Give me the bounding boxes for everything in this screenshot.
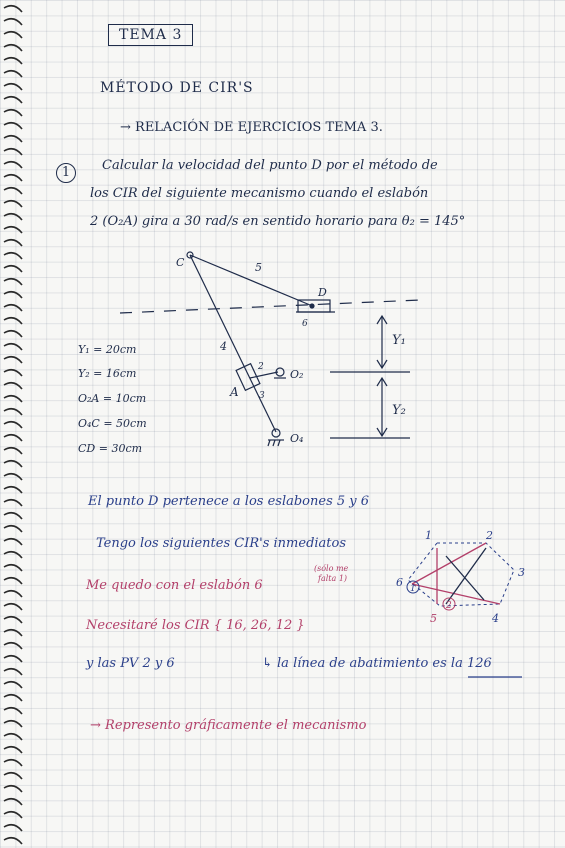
label-4: 4 [220,340,227,353]
statement-line-3: 2 (O₂A) gira a 30 rad/s en sentido horario para θ₂ = 145° [90,214,466,229]
label-2: 2 [258,362,264,372]
data-y1: Y₁ = 20cm [78,343,137,356]
label-y1: Y₁ [392,333,406,348]
note-5: y las PV 2 y 6 [86,656,175,671]
data-y2: Y₂ = 16cm [78,367,137,380]
subheading: → RELACIÓN DE EJERCICIOS TEMA 3. [120,120,383,135]
label-o4: O₄ [290,432,304,445]
label-y2: Y₂ [392,403,406,418]
polygon-label-1: 1 [425,529,432,542]
label-3: 3 [259,391,265,401]
polygon-label-2: 2 [486,529,493,542]
polygon-circled-1: 1 [410,584,416,594]
polygon-circled-2: 2 [446,601,452,611]
note-6: ↳ la línea de abatimiento es la 126 [262,656,492,671]
polygon-label-4: 4 [492,612,499,625]
aside-note-2: falta 1) [318,574,348,583]
note-2: Tengo los siguientes CIR's inmediatos [96,536,347,551]
heading: MÉTODO DE CIR'S [100,80,254,96]
label-a: A [230,385,239,399]
statement-line-2: los CIR del siguiente mecanismo cuando el eslabón [90,186,429,201]
statement-line-1: Calcular la velocidad del punto D por el método de [102,158,438,173]
label-o2: O₂ [290,368,304,381]
aside-note-1: (sólo me [314,564,349,573]
note-4: Necesitaré los CIR { 16, 26, 12 } [86,618,305,633]
note-3: Me quedo con el eslabón 6 [86,578,263,593]
polygon-label-5: 5 [430,612,437,625]
data-o2a: O₂A = 10cm [78,392,147,405]
label-d: D [318,286,327,299]
data-cd: CD = 30cm [78,442,143,455]
polygon-label-6: 6 [396,576,403,589]
data-o4c: O₄C = 50cm [78,417,147,430]
polygon-label-3: 3 [518,566,525,579]
title-box: TEMA 3 [108,24,193,46]
label-5: 5 [255,261,262,274]
note-7: → Represento gráficamente el mecanismo [90,718,367,733]
label-6: 6 [302,319,308,329]
note-1: El punto D pertenece a los eslabones 5 y 6 [88,494,370,509]
label-c: C [176,256,185,269]
exercise-number: 1 [56,163,76,183]
